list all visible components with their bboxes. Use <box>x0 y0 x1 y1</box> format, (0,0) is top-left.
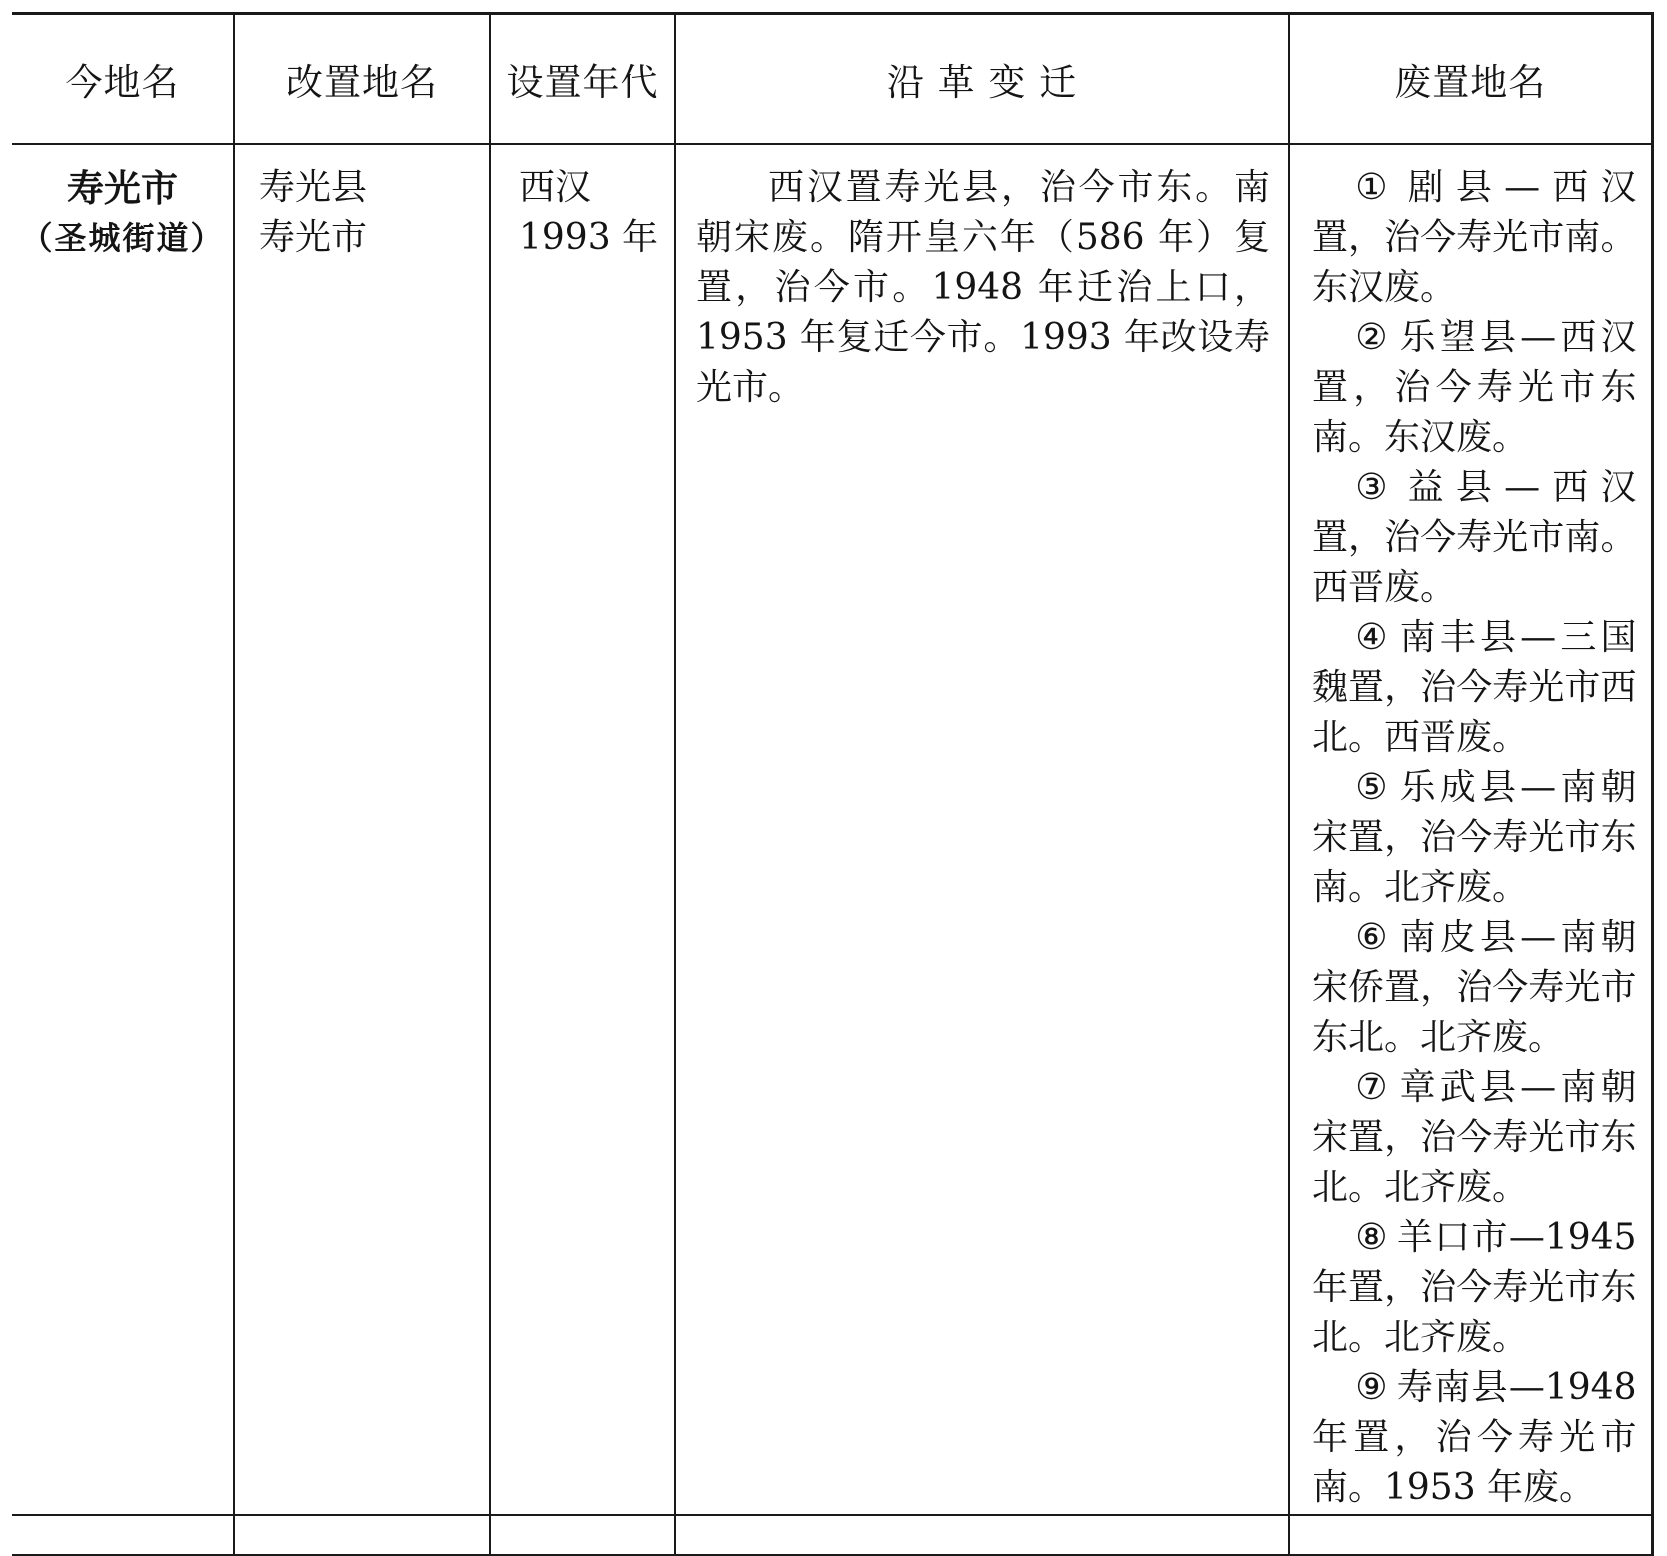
abolished-item-number: ③ <box>1355 466 1400 508</box>
empty-cell <box>234 1515 490 1555</box>
abolished-item <box>1312 163 1637 313</box>
header-current-name: 今地名 <box>12 14 234 144</box>
era-cell <box>490 144 675 1515</box>
abolished-item-text: 乐成县—南朝宋置，治今寿光市东南。北齐废。 <box>1312 766 1637 908</box>
abolished-item-number: ② <box>1355 316 1392 358</box>
header-abolished-names: 废置地名 <box>1289 14 1652 144</box>
table-row <box>12 144 1652 1515</box>
header-history: 沿 革 变 迁 <box>675 14 1289 144</box>
history-cell: 西汉置寿光县，治今市东。南朝宋废。隋开皇六年（586 年）复置，治今市。1948 年迁治上口，1953 年复迁今市。1993 年改设寿光市。 <box>675 144 1289 1515</box>
current-name-cell <box>12 144 234 1515</box>
header-renamed-name: 改置地名 <box>234 14 490 144</box>
empty-cell <box>12 1515 234 1555</box>
renamed-name: 寿光县 <box>259 166 368 208</box>
abolished-item-text: 南丰县—三国魏置，治今寿光市西北。西晋废。 <box>1312 616 1637 758</box>
abolished-item <box>1312 313 1637 463</box>
abolished-item <box>1312 613 1637 763</box>
abolished-item-number: ① <box>1355 166 1400 208</box>
abolished-item-text: 南皮县—南朝宋侨置，治今寿光市东北。北齐废。 <box>1312 916 1637 1058</box>
abolished-item-number: ⑤ <box>1355 766 1392 808</box>
abolished-item-text: 剧县—西汉置，治今寿光市南。东汉废。 <box>1312 166 1637 308</box>
abolished-item <box>1312 763 1637 913</box>
place-history-table <box>12 12 1654 1556</box>
abolished-item <box>1312 913 1637 1063</box>
abolished-item <box>1312 1363 1637 1513</box>
table-row-continuation <box>12 1515 1652 1555</box>
abolished-item-text: 乐望县—西汉置，治今寿光市东南。东汉废。 <box>1312 316 1637 458</box>
abolished-item-number: ⑨ <box>1355 1366 1389 1408</box>
abolished-item-number: ⑥ <box>1355 916 1392 958</box>
abolished-item-text: 羊口市—1945 年置，治今寿光市东北。北齐废。 <box>1312 1216 1637 1358</box>
header-row <box>12 14 1652 144</box>
abolished-item-text: 寿南县—1948 年置，治今寿光市南。1953 年废。 <box>1312 1366 1637 1508</box>
era-value: 1993 年 <box>519 216 659 258</box>
empty-cell <box>490 1515 675 1555</box>
abolished-item <box>1312 1063 1637 1213</box>
empty-cell <box>1289 1515 1652 1555</box>
abolished-item-text: 益县—西汉置，治今寿光市南。西晋废。 <box>1312 466 1637 608</box>
current-name-subdistrict: （圣城街道） <box>20 218 225 257</box>
empty-cell <box>675 1515 1289 1555</box>
abolished-cell <box>1289 144 1652 1515</box>
abolished-item <box>1312 463 1637 613</box>
era-value: 西汉 <box>519 166 592 208</box>
abolished-item-number: ⑦ <box>1355 1066 1392 1108</box>
renamed-cell <box>234 144 490 1515</box>
header-established-era: 设置年代 <box>490 14 675 144</box>
abolished-item-number: ⑧ <box>1355 1216 1389 1258</box>
abolished-item-number: ④ <box>1355 616 1392 658</box>
abolished-item-text: 章武县—南朝宋置，治今寿光市东北。北齐废。 <box>1312 1066 1637 1208</box>
abolished-item <box>1312 1213 1637 1363</box>
renamed-name: 寿光市 <box>259 216 368 258</box>
current-name: 寿光市 <box>67 165 178 210</box>
